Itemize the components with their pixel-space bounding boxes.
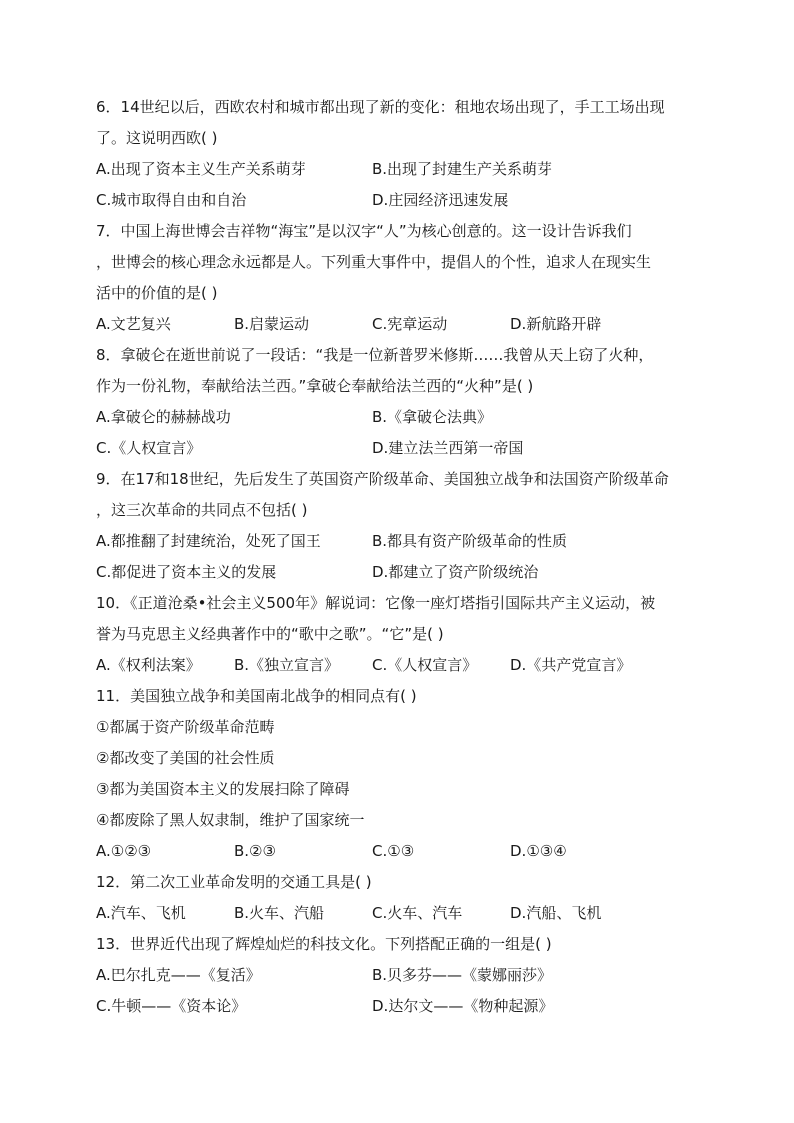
answer-options-row — [96, 402, 708, 433]
answer-option-A: A.拿破仑的赫赫战功 — [96, 408, 231, 426]
question-stem-line: 6．14世纪以后，西欧农村和城市都出现了新的变化：租地农场出现了，手工工场出现 — [96, 98, 665, 116]
answer-option-A: A.巴尔扎克——《复活》 — [96, 966, 261, 984]
answer-option-D: D.建立法兰西第一帝国 — [372, 439, 524, 457]
question-stem-line: ④都废除了黑人奴隶制，维护了国家统一 — [96, 811, 365, 829]
question-stem-line: 誉为马克思主义经典著作中的“歌中之歌”。“它”是( ) — [96, 625, 444, 643]
question-stem-line: 12．第二次工业革命发明的交通工具是( ) — [96, 873, 372, 891]
answer-option-C: C.宪章运动 — [372, 315, 448, 333]
answer-option-B: B.②③ — [234, 842, 276, 860]
answer-option-C: C.《人权宣言》 — [96, 439, 202, 457]
answer-option-A: A.都推翻了封建统治，处死了国王 — [96, 532, 321, 550]
answer-option-C: C.牛顿——《资本论》 — [96, 997, 247, 1015]
question-4 — [96, 464, 708, 588]
answer-options-row — [96, 185, 708, 216]
question-stem-line: 8．拿破仑在逝世前说了一段话：“我是一位新普罗米修斯……我曾从天上窃了火种， — [96, 346, 654, 364]
question-8 — [96, 929, 708, 1022]
answer-option-D: D.新航路开辟 — [510, 315, 602, 333]
answer-option-A: A.文艺复兴 — [96, 315, 171, 333]
answer-option-B: B.启蒙运动 — [234, 315, 310, 333]
answer-options-row — [96, 557, 708, 588]
answer-options-row — [96, 960, 708, 991]
question-5 — [96, 588, 708, 681]
question-7 — [96, 867, 708, 929]
answer-option-D: D.汽船、飞机 — [510, 904, 602, 922]
question-stem-line: ②都改变了美国的社会性质 — [96, 749, 275, 767]
question-2 — [96, 216, 708, 340]
answer-option-C: C.火车、汽车 — [372, 904, 463, 922]
question-stem-line: ，这三次革命的共同点不包括( ) — [96, 501, 308, 519]
question-stem-line: 了。这说明西欧( ) — [96, 129, 218, 147]
question-stem-line: ，世博会的核心理念永远都是人。下列重大事件中，提倡人的个性，追求人在现实生 — [96, 253, 652, 271]
answer-option-A: A.出现了资本主义生产关系萌芽 — [96, 160, 306, 178]
question-stem-line: 9．在17和18世纪，先后发生了英国资产阶级革命、美国独立战争和法国资产阶级革命 — [96, 470, 669, 488]
question-3 — [96, 340, 708, 464]
answer-option-D: D.庄园经济迅速发展 — [372, 191, 509, 209]
answer-option-C: C.《人权宣言》 — [372, 656, 478, 674]
answer-option-D: D.①③④ — [510, 842, 567, 860]
question-stem-line: 活中的价值的是( ) — [96, 284, 218, 302]
answer-option-B: B.都具有资产阶级革命的性质 — [372, 532, 568, 550]
answer-option-D: D.都建立了资产阶级统治 — [372, 563, 539, 581]
answer-options-row — [96, 154, 708, 185]
answer-option-B: B.《拿破仑法典》 — [372, 408, 493, 426]
question-list — [96, 92, 708, 1022]
question-stem-line: 作为一份礼物，奉献给法兰西。”拿破仑奉献给法兰西的“火种”是( ) — [96, 377, 534, 395]
answer-options-row — [96, 433, 708, 464]
answer-option-B: B.出现了封建生产关系萌芽 — [372, 160, 553, 178]
answer-option-C: C.①③ — [372, 842, 415, 860]
question-stem-line: 10．《正道沧桑•社会主义500年》解说词：它像一座灯塔指引国际共产主义运动，被 — [96, 594, 656, 612]
question-stem-line: ①都属于资产阶级革命范畴 — [96, 718, 275, 736]
question-stem-line: 13．世界近代出现了辉煌灿烂的科技文化。下列搭配正确的一组是( ) — [96, 935, 552, 953]
question-stem-line: 11．美国独立战争和美国南北战争的相同点有( ) — [96, 687, 417, 705]
answer-option-D: D.达尔文——《物种起源》 — [372, 997, 554, 1015]
answer-options-row — [96, 309, 708, 340]
answer-options-row — [96, 836, 708, 867]
answer-option-D: D.《共产党宣言》 — [510, 656, 632, 674]
answer-option-C: C.都促进了资本主义的发展 — [96, 563, 277, 581]
question-stem-line: 7．中国上海世博会吉祥物“海宝”是以汉字“人”为核心创意的。这一设计告诉我们 — [96, 222, 632, 240]
answer-options-row — [96, 526, 708, 557]
answer-option-A: A.汽车、飞机 — [96, 904, 186, 922]
answer-option-A: A.《权利法案》 — [96, 656, 201, 674]
answer-options-row — [96, 991, 708, 1022]
answer-option-A: A.①②③ — [96, 842, 152, 860]
answer-options-row — [96, 650, 708, 681]
answer-option-B: B.贝多芬——《蒙娜丽莎》 — [372, 966, 553, 984]
answer-option-B: B.火车、汽船 — [234, 904, 325, 922]
question-1 — [96, 92, 708, 216]
answer-option-C: C.城市取得自由和自治 — [96, 191, 247, 209]
answer-options-row — [96, 898, 708, 929]
answer-option-B: B.《独立宣言》 — [234, 656, 340, 674]
question-stem-line: ③都为美国资本主义的发展扫除了障碍 — [96, 780, 350, 798]
question-6 — [96, 681, 708, 867]
